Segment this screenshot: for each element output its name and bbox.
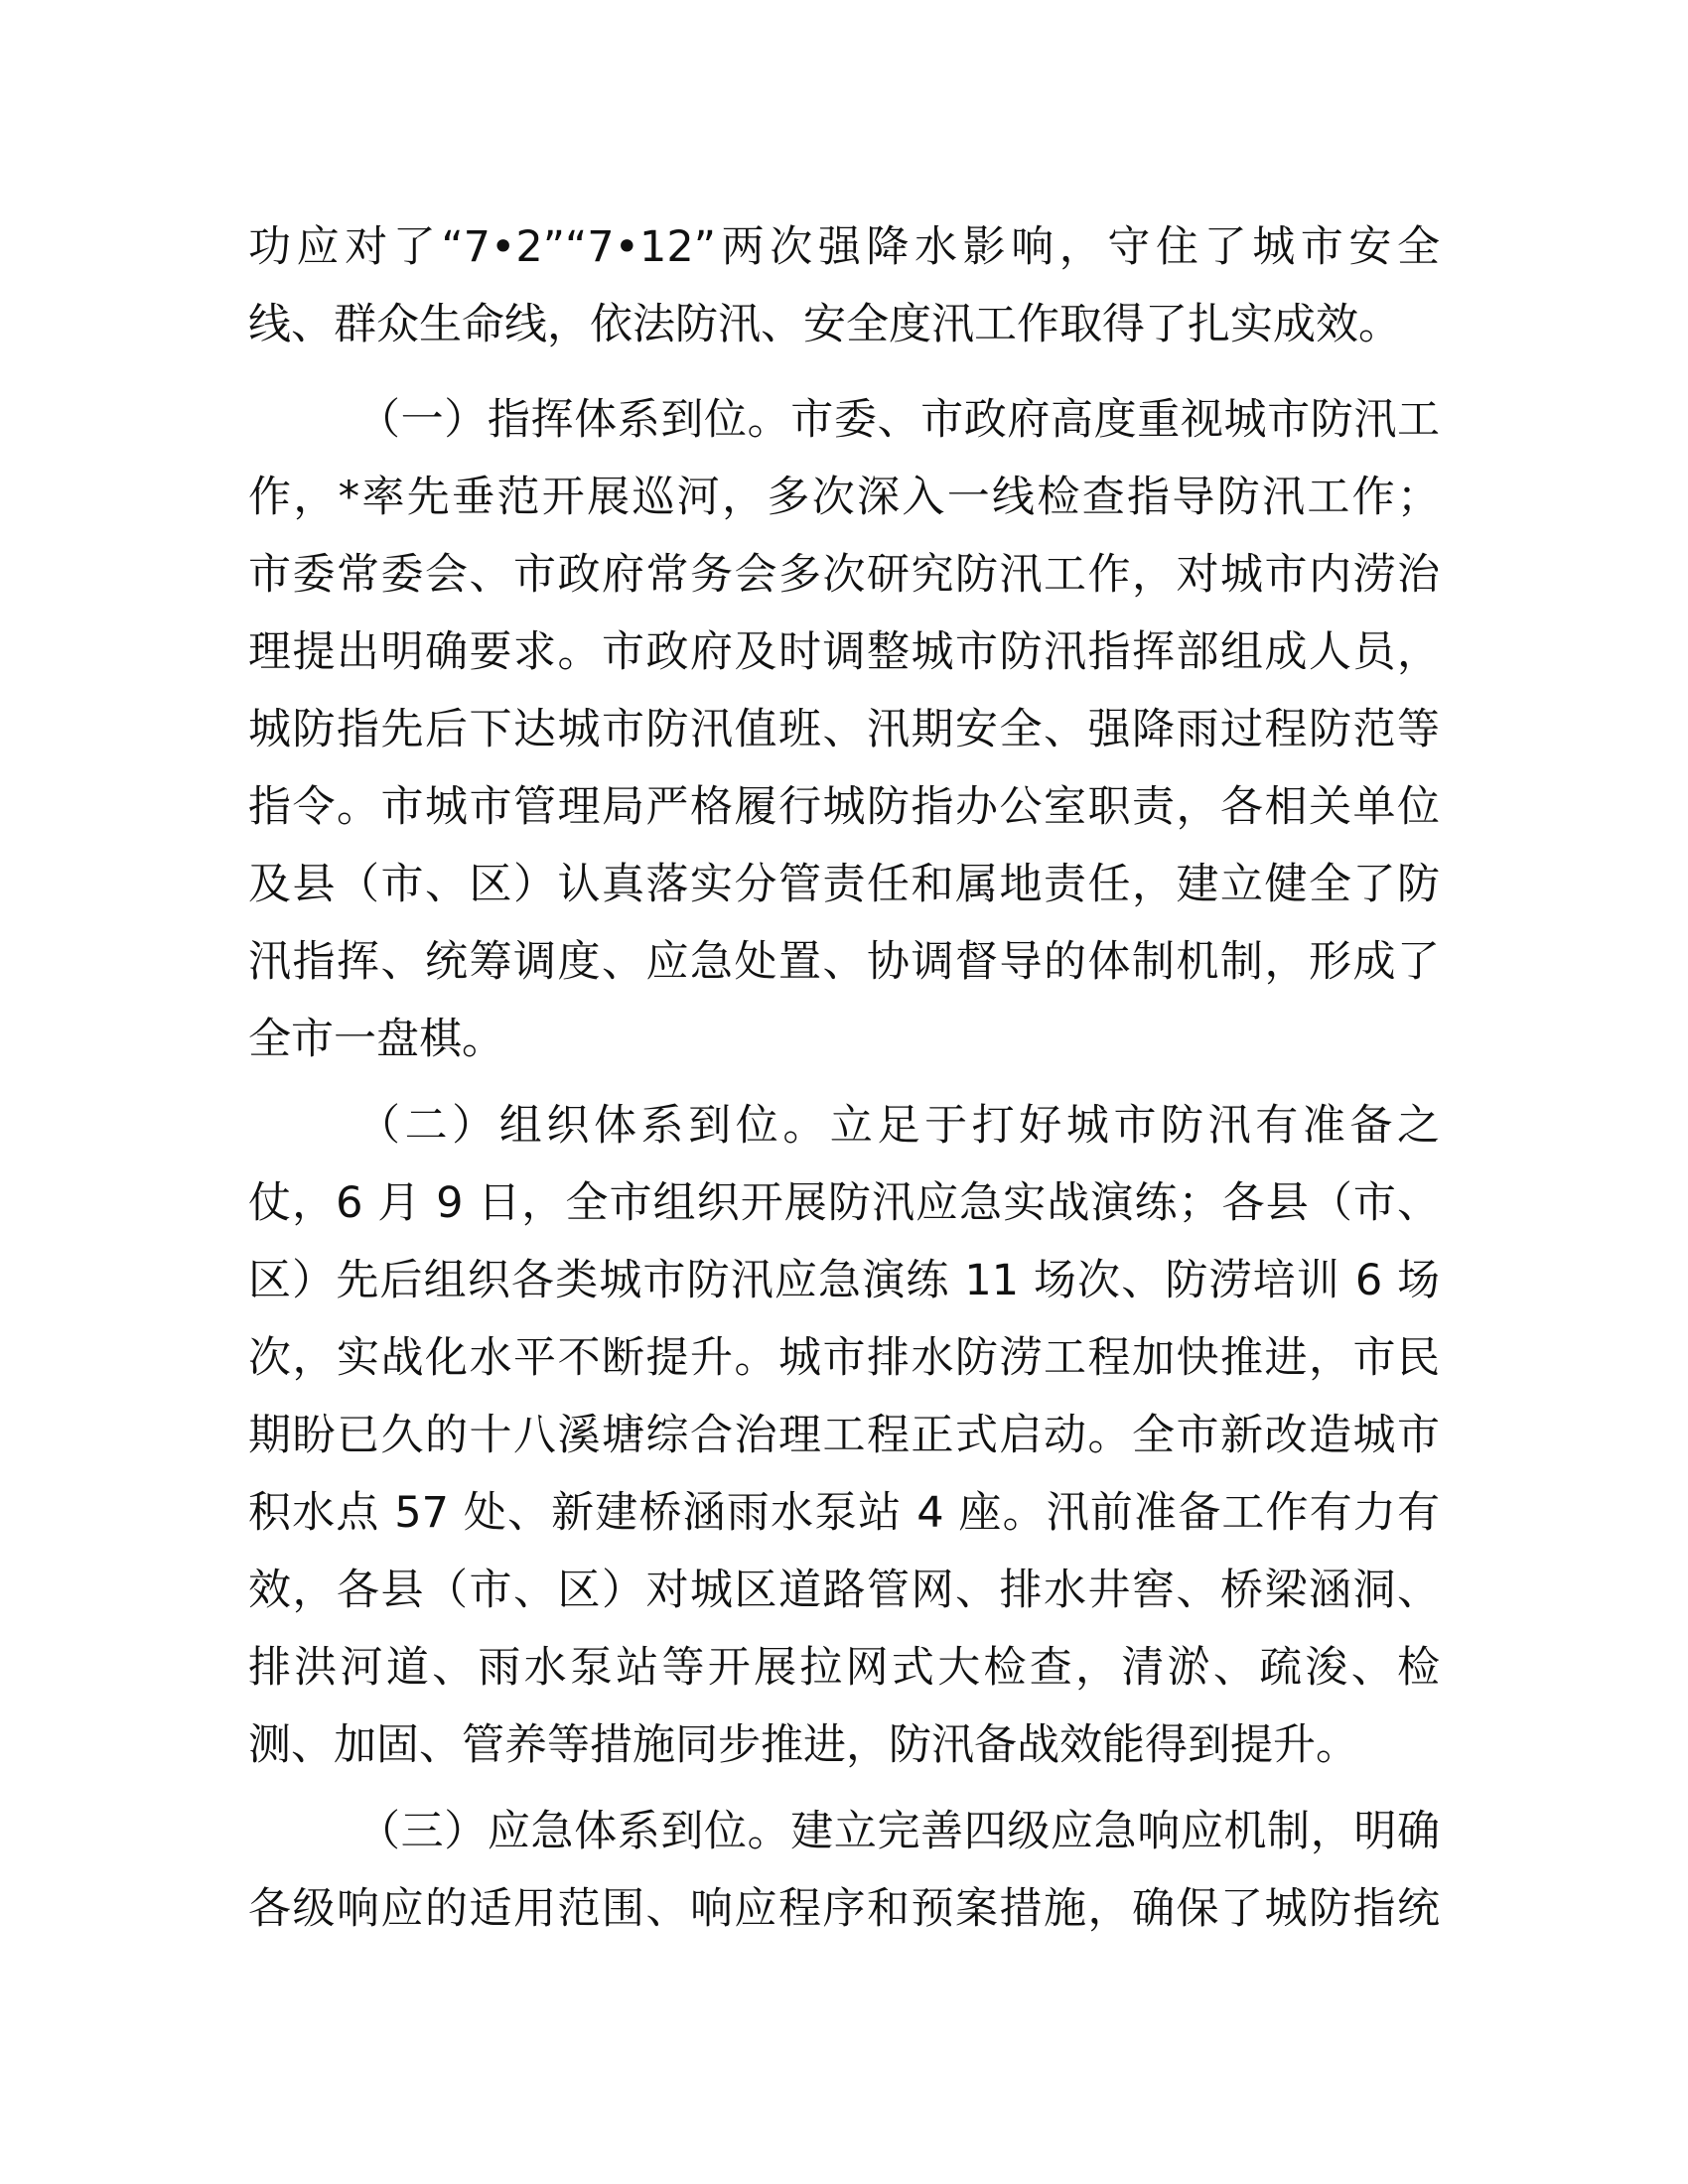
text-line: 排洪河道、雨水泵站等开展拉网式大检查，清淤、疏浚、检 — [248, 1643, 1440, 1693]
text-line: 次，实战化水平不断提升。城市排水防涝工程加快推进，市民 — [248, 1333, 1440, 1383]
text-line: 汛指挥、统筹调度、应急处置、协调督导的体制机制，形成了 — [248, 937, 1440, 987]
text-line: 各级响应的适用范围、响应程序和预案措施，确保了城防指统 — [248, 1884, 1440, 1934]
text-line: 期盼已久的十八溪塘综合治理工程正式启动。全市新改造城市 — [248, 1411, 1440, 1460]
paragraph-continuation — [248, 208, 1440, 363]
text-line: 作，*率先垂范开展巡河，多次深入一线检查指导防汛工作； — [248, 473, 1440, 522]
text-line: （一）指挥体系到位。市委、市政府高度重视城市防汛工 — [357, 395, 1440, 445]
text-line: 线、群众生命线，依法防汛、安全度汛工作取得了扎实成效。 — [248, 300, 1401, 349]
text-line: 市委常委会、市政府常务会多次研究防汛工作，对城市内涝治 — [248, 550, 1440, 600]
text-line: 指令。市城市管理局严格履行城防指办公室职责，各相关单位 — [248, 782, 1440, 832]
text-line: 功应对了“7•2”“7•12”两次强降水影响，守住了城市安全 — [248, 222, 1440, 272]
text-line: 积水点 57 处、新建桥涵雨水泵站 4 座。汛前准备工作有力有 — [248, 1488, 1440, 1538]
text-line: （三）应急体系到位。建立完善四级应急响应机制，明确 — [357, 1807, 1440, 1856]
text-line: 区）先后组织各类城市防汛应急演练 11 场次、防涝培训 6 场 — [248, 1256, 1440, 1305]
paragraph-emergency-system — [248, 1793, 1440, 1948]
text-line: 效，各县（市、区）对城区道路管网、排水井窖、桥梁涵洞、 — [248, 1566, 1440, 1615]
text-line: （二）组织体系到位。立足于打好城市防汛有准备之 — [357, 1101, 1440, 1151]
text-line: 理提出明确要求。市政府及时调整城市防汛指挥部组成人员， — [248, 627, 1440, 677]
paragraph-command-system — [248, 381, 1440, 1078]
text-line: 全市一盘棋。 — [248, 1015, 504, 1064]
text-line: 及县（市、区）认真落实分管责任和属地责任，建立健全了防 — [248, 860, 1440, 909]
text-line: 城防指先后下达城市防汛值班、汛期安全、强降雨过程防范等 — [248, 705, 1440, 754]
text-line: 仗，6 月 9 日，全市组织开展防汛应急实战演练；各县（市、 — [248, 1178, 1440, 1228]
paragraph-organization-system — [248, 1087, 1440, 1784]
text-line: 测、加固、管养等措施同步推进，防汛备战效能得到提升。 — [248, 1720, 1358, 1770]
